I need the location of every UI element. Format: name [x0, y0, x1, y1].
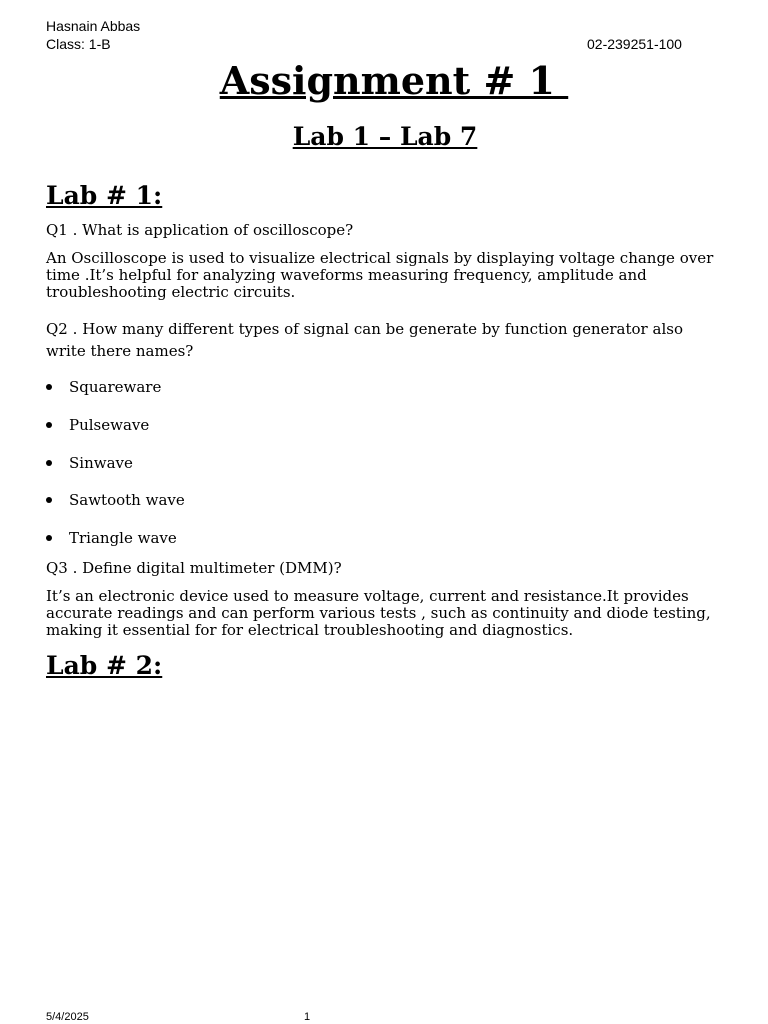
footer-date: 5/4/2025: [46, 1011, 89, 1023]
answer-1: An Oscilloscope is used to visualize electrical signals by displaying voltage change over time .It’s helpful for analyzing waveforms measuring frequency, amplitude and troubleshooting electric circuits.: [46, 249, 714, 301]
lab-2-heading: Lab # 2:: [46, 651, 163, 680]
list-item: [46, 377, 185, 415]
list-item: [46, 415, 185, 453]
bullet-icon: [46, 422, 52, 428]
assignment-title: Assignment # 1: [219, 58, 569, 103]
bullet-icon: [46, 497, 52, 503]
signal-types-list: [46, 377, 185, 566]
bullet-icon: [46, 535, 52, 541]
page-number: 1: [304, 1011, 311, 1023]
question-2: Q2 . How many different types of signal can be generate by function generator also write there names?: [46, 320, 683, 360]
list-item: [46, 453, 185, 491]
bullet-icon: [46, 384, 52, 390]
assignment-subtitle: Lab 1 – Lab 7: [292, 122, 478, 151]
signal-type: Pulsewave: [69, 415, 150, 434]
signal-type: Sawtooth wave: [69, 491, 185, 510]
student-name: Hasnain Abbas: [46, 18, 141, 34]
student-class: Class: 1-B: [46, 36, 111, 52]
question-1: Q1 . What is application of oscilloscope?: [46, 221, 354, 239]
list-item: [46, 490, 185, 528]
question-3: Q3 . Define digital multimeter (DMM)?: [46, 559, 342, 577]
lab-1-heading: Lab # 1:: [46, 181, 163, 210]
bullet-icon: [46, 460, 52, 466]
signal-type: Sinwave: [69, 453, 133, 472]
student-id: 02-239251-100: [587, 36, 682, 52]
signal-type: Squareware: [69, 378, 162, 396]
answer-3: It’s an electronic device used to measure voltage, current and resistance.It provides accurate readings and can perform various tests , such as continuity and diode testing, making it essential for for electrical troubleshooting and diagnostics.: [46, 587, 711, 639]
signal-type: Triangle wave: [69, 529, 177, 547]
